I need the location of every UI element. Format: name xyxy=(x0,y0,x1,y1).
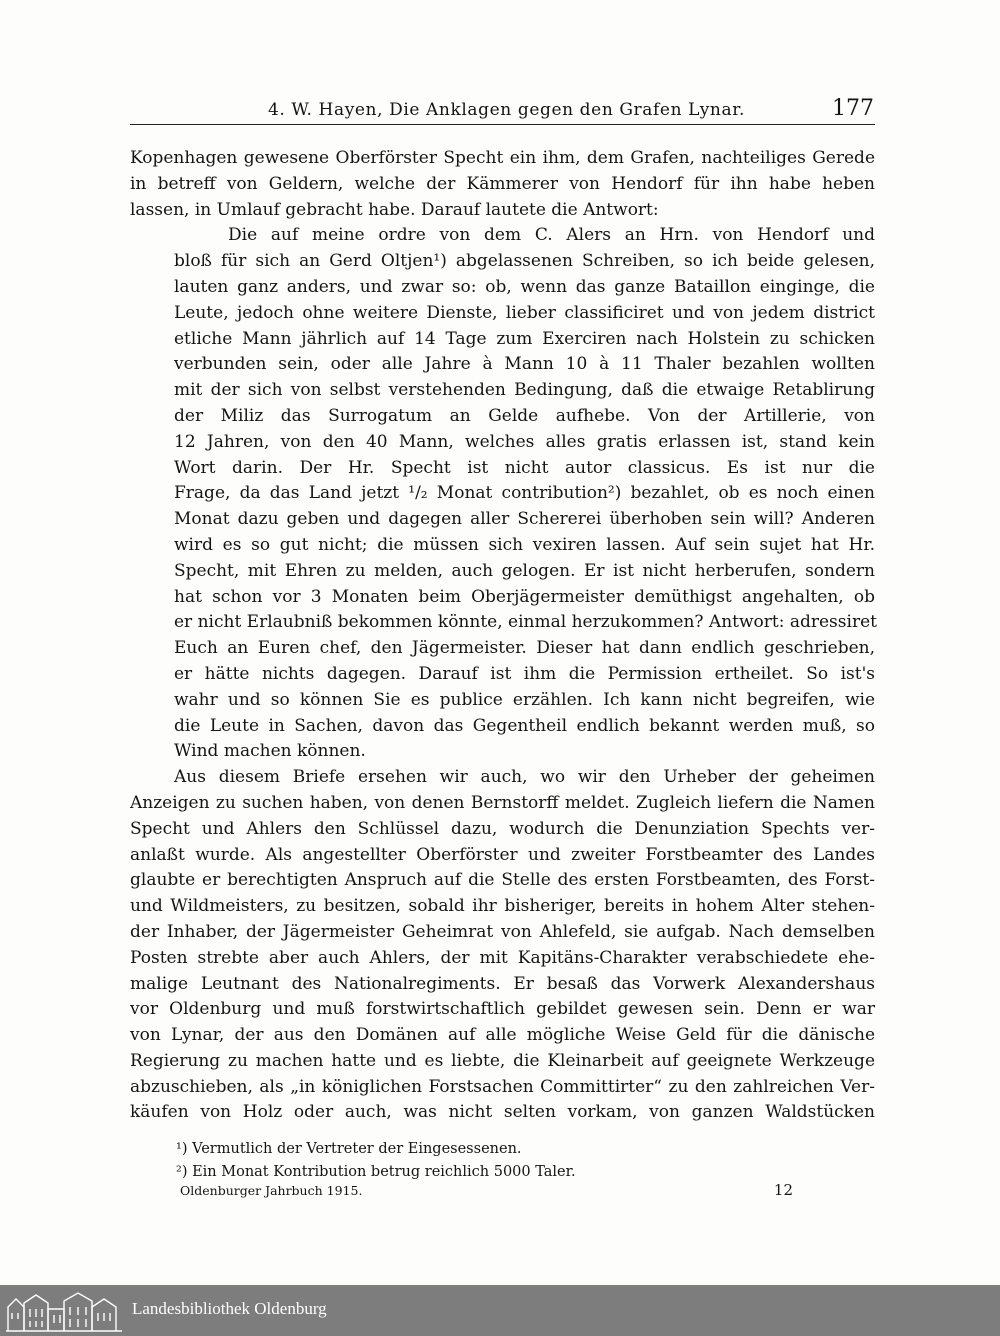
library-building-icon xyxy=(6,1289,124,1333)
footnote-1: ¹) Vermutlich der Vertreter der Eingesessenen. xyxy=(176,1141,522,1157)
footnote-2: ²) Ein Monat Kontribution betrug reichlich 5000 Taler. xyxy=(176,1164,576,1180)
library-bar xyxy=(0,1285,1000,1336)
quote-line: er nicht Erlaubniß bekommen könnte, einmal herzukommen? Antwort: adressiret xyxy=(174,612,877,633)
quote-line: Monat dazu geben und dagegen aller Schererei überhoben sein will? Anderen xyxy=(174,509,875,530)
footnotes xyxy=(176,1138,876,1184)
text-line: und Wildmeisters, zu besitzen, sobald ihr bisheriger, bereits in hohem Alter stehen- xyxy=(130,896,875,917)
quote-line: mit der sich von selbst verstehenden Bedingung, daß die etwaige Retablirung xyxy=(174,380,875,401)
journal-title: Oldenburger Jahrbuch 1915. xyxy=(180,1183,363,1198)
quote-line: etliche Mann jährlich auf 14 Tage zum Exerciren nach Holstein zu schicken xyxy=(174,328,875,349)
quote-line: Frage, da das Land jetzt ¹/₂ Monat contribution²) bezahlet, ob es noch einen xyxy=(174,483,875,504)
text-line: abzuschieben, als „in königlichen Forstsachen Committirter“ zu den zahlreichen Ver- xyxy=(130,1076,875,1097)
text-line: malige Leutnant des Nationalregiments. Er besaß das Vorwerk Alexandershaus xyxy=(130,973,875,994)
text-line: glaubte er berechtigten Anspruch auf die Stelle des ersten Forstbeamten, des Forst- xyxy=(130,870,875,891)
quote-line: Leute, jedoch ohne weitere Dienste, lieber classificiret und von jedem district xyxy=(174,302,875,323)
quote-line: Wind machen können. xyxy=(174,741,366,762)
quote-line: verbunden sein, oder alle Jahre à Mann 10 à 11 Thaler bezahlen wollten xyxy=(174,354,875,375)
text-line: lassen, in Umlauf gebracht habe. Darauf lautete die Antwort: xyxy=(130,199,659,220)
running-head: 4. W. Hayen, Die Anklagen gegen den Grafen Lynar. xyxy=(268,100,746,120)
quote-line: Specht, mit Ehren zu melden, auch gelogen. Er ist nicht herberufen, sondern xyxy=(174,560,875,581)
quote-line: wird es so gut nicht; die müssen sich vexiren lassen. Auf sein sujet hat Hr. xyxy=(174,534,875,555)
body-text xyxy=(130,146,875,1126)
quote-line: 12 Jahren, von den 40 Mann, welches alles gratis erlassen ist, stand kein xyxy=(174,431,875,452)
text-line: Posten strebte aber auch Ahlers, der mit Kapitäns-Charakter verabschiedete ehe- xyxy=(130,947,875,968)
text-line: der Inhaber, der Jägermeister Geheimrat von Ahlefeld, sie aufgab. Nach demselben xyxy=(130,921,875,942)
quote-line: Wort darin. Der Hr. Specht ist nicht autor classicus. Es ist nur die xyxy=(174,457,875,478)
quote-line: der Miliz das Surrogatum an Gelde aufhebe. Von der Artillerie, von xyxy=(174,405,875,426)
quote-line: Die auf meine ordre von dem C. Alers an Hrn. von Hendorf und xyxy=(228,225,875,246)
signature-mark: 12 xyxy=(773,1181,793,1199)
quote-line: lauten ganz anders, und zwar so: ob, wenn das ganze Bataillon einginge, die xyxy=(174,276,875,297)
text-line: Kopenhagen gewesene Oberförster Specht ein ihm, dem Grafen, nachteiliges Gerede xyxy=(130,148,875,168)
quote-line: er hätte nichts dagegen. Darauf ist ihm die Permission ertheilet. So ist's xyxy=(174,663,875,684)
text-line: käufen von Holz oder auch, was nicht selten vorkam, von ganzen Waldstücken xyxy=(130,1102,875,1123)
text-line: Aus diesem Briefe ersehen wir auch, wo wir den Urheber der geheimen xyxy=(174,767,875,788)
text-line: von Lynar, der aus den Domänen auf alle mögliche Weise Geld für die dänische xyxy=(130,1025,875,1046)
text-line: vor Oldenburg und muß forstwirtschaftlich gebildet gewesen sein. Denn er war xyxy=(130,999,875,1020)
header-rule xyxy=(130,124,875,125)
quote-line: wahr und so können Sie es publice erzählen. Ich kann nicht begreifen, wie xyxy=(174,689,875,710)
text-line: Regierung zu machen hatte und es liebte, die Kleinarbeit auf geeignete Werkzeuge xyxy=(130,1050,875,1071)
page-header xyxy=(0,96,1000,126)
text-line: Anzeigen zu suchen haben, von denen Bernstorff meldet. Zugleich liefern die Namen xyxy=(130,792,875,813)
quote-line: die Leute in Sachen, davon das Gegentheil endlich bekannt werden muß, so xyxy=(174,715,875,736)
page-number: 177 xyxy=(832,96,874,121)
quoted-letter xyxy=(130,223,875,765)
text-line: in betreff von Geldern, welche der Kämmerer von Hendorf für ihn habe heben xyxy=(130,173,875,194)
quote-line: Euch an Euren chef, den Jägermeister. Dieser hat dann endlich geschrieben, xyxy=(174,638,875,659)
text-line: anlaßt wurde. Als angestellter Oberförster und zweiter Forstbeamter des Landes xyxy=(130,844,875,865)
quote-line: hat schon vor 3 Monaten beim Oberjägermeister demüthigst angehalten, ob xyxy=(174,586,875,607)
quote-line: bloß für sich an Gerd Oltjen¹) abgelassenen Schreiben, so ich beide gelesen, xyxy=(174,251,875,272)
page-footer xyxy=(180,1183,800,1203)
library-name: Landesbibliothek Oldenburg xyxy=(132,1299,327,1318)
text-line: Specht und Ahlers den Schlüssel dazu, wodurch die Denunziation Spechts ver- xyxy=(130,818,875,839)
